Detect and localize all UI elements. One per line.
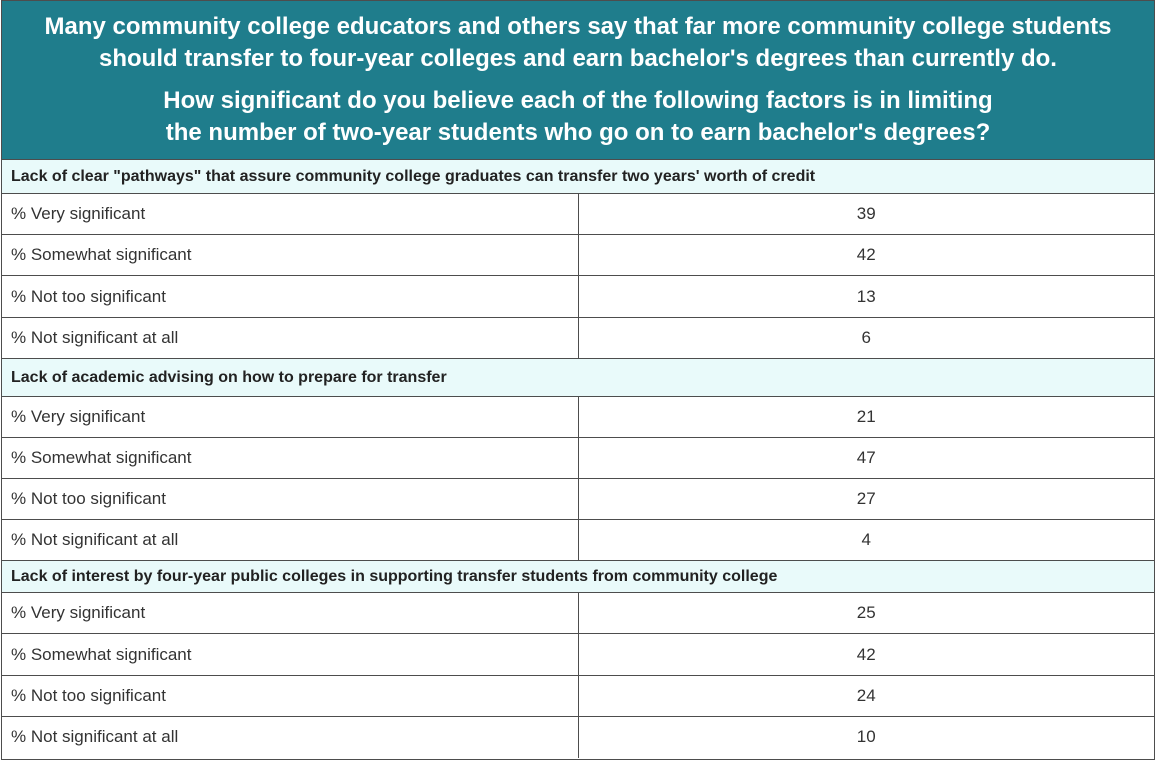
response-value: 10 <box>578 717 1154 758</box>
response-value: 6 <box>578 318 1154 359</box>
response-label: % Not too significant <box>2 276 578 318</box>
table-row <box>2 318 1154 359</box>
results-table <box>2 159 1154 758</box>
group-title: Lack of clear "pathways" that assure community college graduates can transfer two years' worth of credit <box>2 160 1154 194</box>
table-row <box>2 194 1154 235</box>
intro-text <box>2 11 1154 75</box>
response-value: 39 <box>578 194 1154 235</box>
survey-table-frame <box>1 0 1155 760</box>
response-label: % Not significant at all <box>2 520 578 561</box>
response-value: 4 <box>578 520 1154 561</box>
response-label: % Very significant <box>2 397 578 438</box>
response-label: % Not significant at all <box>2 717 578 758</box>
question-line: How significant do you believe each of the following factors is in limiting <box>163 87 993 114</box>
response-value: 25 <box>578 593 1154 634</box>
response-label: % Very significant <box>2 194 578 235</box>
intro-line: Many community college educators and others say that far more community college students <box>44 13 1112 40</box>
group-header-row <box>2 561 1154 593</box>
response-label: % Not too significant <box>2 676 578 717</box>
response-label: % Not too significant <box>2 479 578 520</box>
response-label: % Somewhat significant <box>2 634 578 676</box>
group-title: Lack of interest by four-year public colleges in supporting transfer students from community college <box>2 561 1154 593</box>
response-value: 21 <box>578 397 1154 438</box>
table-row <box>2 717 1154 758</box>
response-value: 13 <box>578 276 1154 318</box>
response-value: 42 <box>578 235 1154 276</box>
response-value: 42 <box>578 634 1154 676</box>
table-row <box>2 235 1154 276</box>
response-value: 27 <box>578 479 1154 520</box>
table-row <box>2 438 1154 479</box>
group-title: Lack of academic advising on how to prepare for transfer <box>2 359 1154 397</box>
response-label: % Not significant at all <box>2 318 578 359</box>
table-row <box>2 676 1154 717</box>
response-label: % Somewhat significant <box>2 438 578 479</box>
question-line: the number of two-year students who go on to earn bachelor's degrees? <box>165 119 991 146</box>
table-row <box>2 397 1154 438</box>
intro-line: should transfer to four-year colleges and earn bachelor's degrees than currently do. <box>99 45 1057 72</box>
group-header-row <box>2 359 1154 397</box>
table-row <box>2 593 1154 634</box>
response-label: % Very significant <box>2 593 578 634</box>
response-value: 47 <box>578 438 1154 479</box>
table-row <box>2 634 1154 676</box>
response-value: 24 <box>578 676 1154 717</box>
table-header <box>2 1 1154 159</box>
table-row <box>2 520 1154 561</box>
question-text <box>2 85 1154 149</box>
results-table-body <box>2 160 1154 758</box>
table-row <box>2 479 1154 520</box>
table-row <box>2 276 1154 318</box>
response-label: % Somewhat significant <box>2 235 578 276</box>
group-header-row <box>2 160 1154 194</box>
